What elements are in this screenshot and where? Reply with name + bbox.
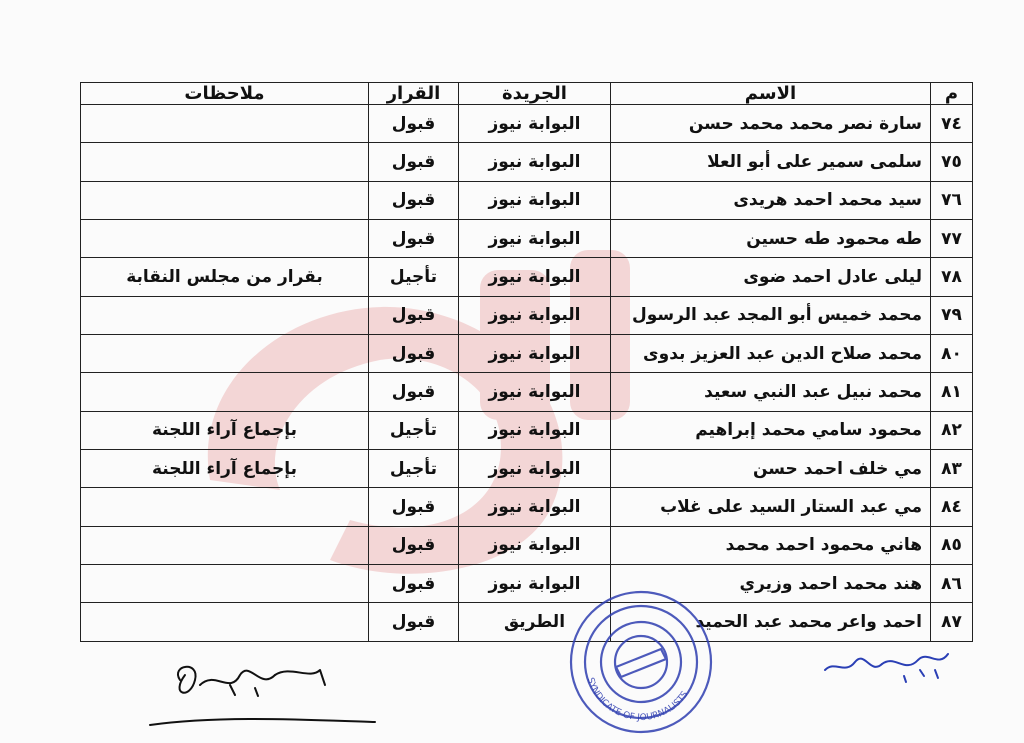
row-newspaper: البوابة نيوز <box>459 143 611 181</box>
row-notes: بإجماع آراء اللجنة <box>81 450 369 488</box>
row-notes <box>81 335 369 373</box>
row-newspaper: البوابة نيوز <box>459 488 611 526</box>
row-notes <box>81 220 369 258</box>
row-notes <box>81 373 369 411</box>
row-name: مي خلف احمد حسن <box>611 450 931 488</box>
header-notes: ملاحظات <box>81 83 369 105</box>
row-newspaper: البوابة نيوز <box>459 373 611 411</box>
row-name: ليلى عادل احمد ضوى <box>611 258 931 296</box>
header-row <box>81 83 973 105</box>
row-name: سارة نصر محمد محمد حسن <box>611 105 931 143</box>
table-row <box>81 488 973 526</box>
table-row <box>81 220 973 258</box>
row-name: طه محمود طه حسين <box>611 220 931 258</box>
table-row <box>81 411 973 449</box>
row-name: محمد صلاح الدين عبد العزيز بدوى <box>611 335 931 373</box>
row-decision: قبول <box>369 105 459 143</box>
table-row <box>81 450 973 488</box>
row-decision: قبول <box>369 603 459 642</box>
row-newspaper: البوابة نيوز <box>459 450 611 488</box>
row-decision: قبول <box>369 488 459 526</box>
table-row <box>81 105 973 143</box>
row-newspaper: البوابة نيوز <box>459 526 611 564</box>
table-row <box>81 526 973 564</box>
row-num: ٧٥ <box>931 143 973 181</box>
row-notes <box>81 565 369 603</box>
header-newspaper: الجريدة <box>459 83 611 105</box>
row-newspaper: البوابة نيوز <box>459 105 611 143</box>
table-row <box>81 143 973 181</box>
row-decision: قبول <box>369 220 459 258</box>
row-decision: تأجيل <box>369 450 459 488</box>
row-num: ٨٤ <box>931 488 973 526</box>
row-decision: قبول <box>369 373 459 411</box>
row-num: ٨٥ <box>931 526 973 564</box>
signature-left <box>140 650 380 740</box>
row-decision: تأجيل <box>369 258 459 296</box>
row-newspaper: البوابة نيوز <box>459 181 611 219</box>
row-num: ٨٦ <box>931 565 973 603</box>
table-row <box>81 258 973 296</box>
row-num: ٧٨ <box>931 258 973 296</box>
row-num: ٨٧ <box>931 603 973 642</box>
table-row <box>81 603 973 642</box>
table-row <box>81 373 973 411</box>
row-notes <box>81 143 369 181</box>
row-decision: قبول <box>369 526 459 564</box>
header-num: م <box>931 83 973 105</box>
members-table <box>80 82 973 642</box>
row-num: ٧٩ <box>931 296 973 334</box>
row-name: سيد محمد احمد هريدى <box>611 181 931 219</box>
row-name: هند محمد احمد وزيري <box>611 565 931 603</box>
row-name: محمد نبيل عبد النبي سعيد <box>611 373 931 411</box>
row-num: ٨٠ <box>931 335 973 373</box>
row-name: سلمى سمير على أبو العلا <box>611 143 931 181</box>
stamp-text: SYNDICATE OF JOURNALISTS <box>584 676 691 724</box>
row-notes <box>81 105 369 143</box>
signature-right <box>820 640 960 690</box>
row-name: محمود سامي محمد إبراهيم <box>611 411 931 449</box>
row-name: مي عبد الستار السيد على غلاب <box>611 488 931 526</box>
row-decision: قبول <box>369 565 459 603</box>
row-newspaper: البوابة نيوز <box>459 411 611 449</box>
row-decision: قبول <box>369 143 459 181</box>
row-notes <box>81 603 369 642</box>
row-notes <box>81 488 369 526</box>
row-newspaper: البوابة نيوز <box>459 565 611 603</box>
row-notes: بإجماع آراء اللجنة <box>81 411 369 449</box>
row-num: ٨٣ <box>931 450 973 488</box>
row-notes <box>81 526 369 564</box>
header-decision: القرار <box>369 83 459 105</box>
table-row <box>81 335 973 373</box>
row-decision: قبول <box>369 296 459 334</box>
header-name: الاسم <box>611 83 931 105</box>
table-row <box>81 181 973 219</box>
row-num: ٧٤ <box>931 105 973 143</box>
row-newspaper: البوابة نيوز <box>459 335 611 373</box>
row-name: محمد خميس أبو المجد عبد الرسول <box>611 296 931 334</box>
row-newspaper: البوابة نيوز <box>459 296 611 334</box>
row-newspaper: الطريق <box>459 603 611 642</box>
row-notes <box>81 181 369 219</box>
row-newspaper: البوابة نيوز <box>459 220 611 258</box>
row-name: هاني محمود احمد محمد <box>611 526 931 564</box>
row-newspaper: البوابة نيوز <box>459 258 611 296</box>
row-notes <box>81 296 369 334</box>
row-decision: قبول <box>369 181 459 219</box>
row-num: ٧٦ <box>931 181 973 219</box>
row-num: ٨٢ <box>931 411 973 449</box>
table-row <box>81 565 973 603</box>
syndicate-stamp <box>566 587 716 737</box>
row-num: ٨١ <box>931 373 973 411</box>
table-row <box>81 296 973 334</box>
row-decision: قبول <box>369 335 459 373</box>
row-decision: تأجيل <box>369 411 459 449</box>
row-notes: بقرار من مجلس النقابة <box>81 258 369 296</box>
row-name: احمد واعر محمد عبد الحميد <box>611 603 931 642</box>
row-num: ٧٧ <box>931 220 973 258</box>
